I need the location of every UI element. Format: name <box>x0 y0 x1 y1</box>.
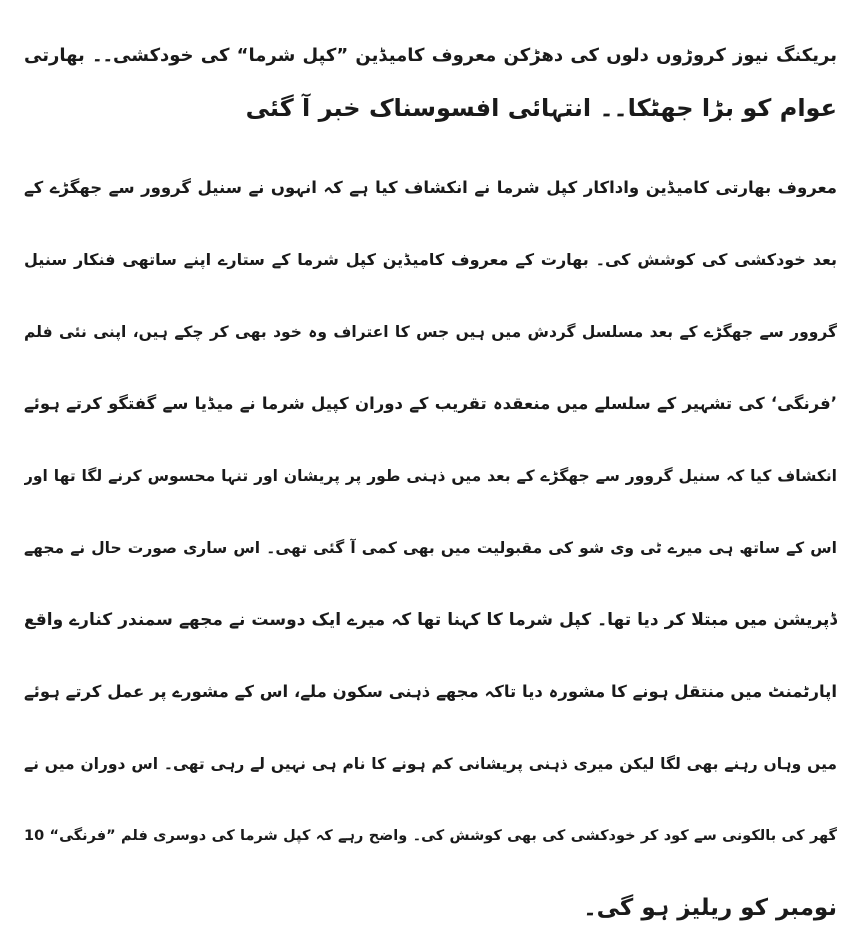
body-line-4: ’فرنگی‘ کی تشہیر کے سلسلے میں منعقدہ تقریب کے دوران کپیل شرما نے میڈیا سے گفتگو کرتے ہوئے <box>24 394 837 413</box>
headline-line-1: بریکنگ نیوز کروڑوں دلوں کی دھڑکن معروف کامیڈین ”کپل شرما“ کی خودکشی۔۔ بھارتی <box>24 45 837 66</box>
body-line-10: گھر کی بالکونی سے کود کر خودکشی کی بھی کوشش کی۔ واضح رہے کہ کپل شرما کی دوسری فلم ”فرنگی“ 10 <box>24 828 837 844</box>
headline <box>24 30 837 134</box>
body-line-8: اپارٹمنٹ میں منتقل ہونے کا مشورہ دیا تاکہ مجھے ذہنی سکون ملے، اس کے مشورے پر عمل کرتے ہوئے <box>24 682 837 701</box>
body-line-9: میں وہاں رہنے بھی لگا لیکن میری ذہنی پریشانی کم ہونے کا نام ہی نہیں لے رہی تھی۔ اس دوران میں نے <box>24 755 837 773</box>
headline-line-2: عوام کو بڑا جھٹکا۔۔ انتہائی افسوسناک خبر آ گئی <box>245 94 837 122</box>
body-line-6: اس کے ساتھ ہی میرے ٹی وی شو کی مقبولیت میں بھی کمی آ گئی تھی۔ اس ساری صورت حال نے مجھے <box>24 539 837 557</box>
body-line-5: انکشاف کیا کہ سنیل گروور سے جھگڑے کے بعد میں ذہنی طور پر پریشان اور تنہا محسوس کرنے لگا تھا اور <box>24 467 837 485</box>
body-line-2: بعد خودکشی کی کوشش کی۔ بھارت کے معروف کامیڈین کپل شرما کے ستارے اپنے ساتھی فنکار سنیل <box>24 250 837 269</box>
spacer <box>24 134 837 152</box>
body-line-11: نومبر کو ریلیز ہو گی۔ <box>583 895 837 921</box>
body-line-1: معروف بھارتی کامیڈین واداکار کپل شرما نے انکشاف کیا ہے کہ انہوں نے سنیل گروور سے جھگڑے کے <box>24 178 837 197</box>
article-body <box>24 152 837 944</box>
body-line-3: گروور سے جھگڑے کے بعد مسلسل گردش میں ہیں جس کا اعتراف وہ خود بھی کر چکے ہیں، اپنی نئی فلم <box>24 323 837 341</box>
body-line-7: ڈپریشن میں مبتلا کر دیا تھا۔ کپل شرما کا کہنا تھا کہ میرے ایک دوست نے مجھے سمندر کنارے واقع <box>24 610 837 630</box>
